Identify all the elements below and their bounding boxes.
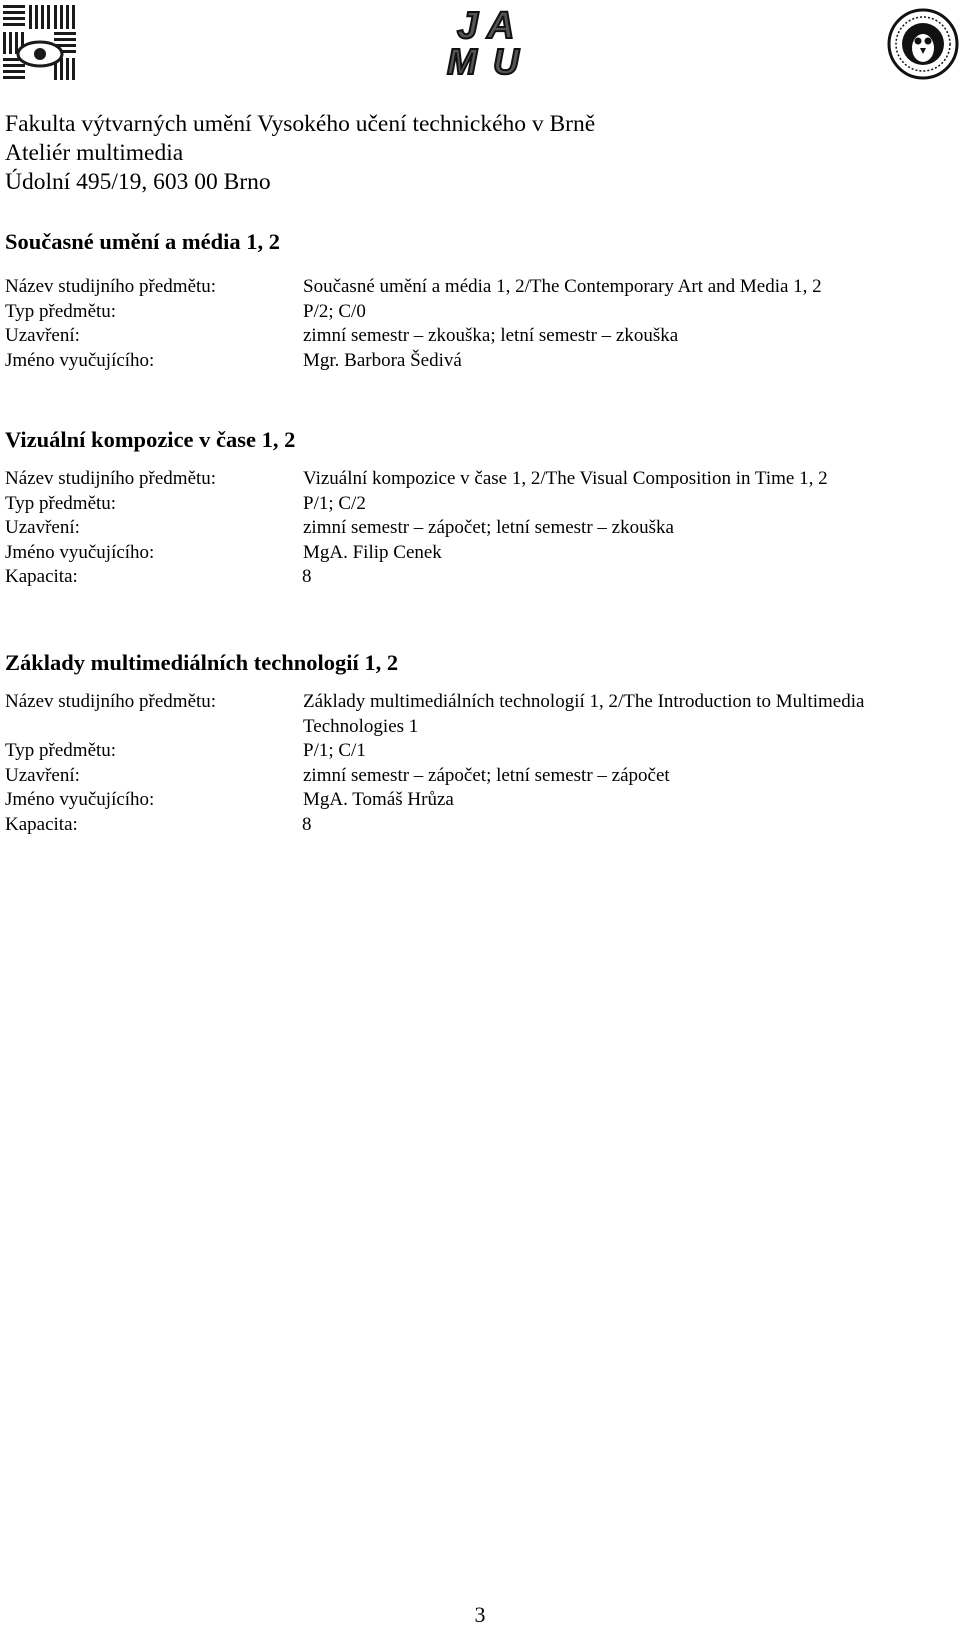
course-completion-row [5,324,679,349]
studio-name: Ateliér multimedia [5,140,184,166]
field-label: Jméno vyučujícího: [5,349,155,371]
field-value: zimní semestr – zápočet; letní semestr – zkouška [303,517,674,538]
jamu-letter-j: J [457,5,479,47]
field-value: MgA. Filip Cenek [303,541,442,563]
field-value: P/2; C/0 [303,300,366,322]
course-title: Současné umění a média 1, 2 [5,229,281,254]
field-label: Název studijního předmětu: [5,276,217,297]
field-value: 8 [302,813,312,835]
field-value: P/1; C/2 [303,492,366,514]
course-name-row [5,690,865,739]
faculty-name: Fakulta výtvarných umění Vysokého učení technického v Brně [5,111,596,137]
course-completion-row [5,516,674,541]
page-number: 3 [474,1602,486,1627]
course-title: Základy multimediálních technologií 1, 2 [5,650,399,675]
course-section [5,427,828,590]
course-type-row [5,300,366,325]
course-teacher-row [5,541,442,566]
field-label: Jméno vyučujícího: [5,541,155,563]
course-name-row [5,467,828,492]
jamu-letter-m: M [447,41,477,76]
course-name-row [5,275,822,300]
course-completion-row [5,764,670,789]
field-label: Název studijního předmětu: [5,691,217,712]
field-value: Základy multimediálních technologií 1, 2/The Introduction to Multimedia Technologies 1 [303,691,865,737]
field-value: MgA. Tomáš Hrůza [303,789,454,810]
course-teacher-row [5,788,454,813]
course-teacher-row [5,349,462,374]
course-capacity-row [5,813,398,838]
field-value: Mgr. Barbora Šedivá [303,349,462,371]
jamu-letter-u: U [493,41,519,76]
field-label: Typ předmětu: [5,740,117,761]
jamu-logo [443,4,533,76]
field-label: Uzavření: [5,517,80,538]
faculty-header [5,110,595,197]
university-seal-logo [887,8,959,80]
course-capacity-row [5,565,312,590]
field-value: zimní semestr – zápočet; letní semestr – zápočet [303,764,670,786]
faculty-address: Údolní 495/19, 603 00 Brno [5,169,271,195]
field-label: Uzavření: [5,325,80,346]
field-label: Jméno vyučujícího: [5,789,155,810]
field-value: 8 [302,566,312,587]
course-section [5,650,865,837]
course-type-row [5,492,366,517]
field-label: Kapacita: [5,566,78,587]
field-value: P/1; C/1 [303,740,366,761]
field-label: Název studijního předmětu: [5,468,217,489]
field-value: Současné umění a média 1, 2/The Contemporary Art and Media 1, 2 [303,276,822,297]
field-label: Typ předmětu: [5,300,117,322]
jamu-letter-a: A [487,5,515,47]
field-label: Uzavření: [5,764,80,786]
course-section [5,229,822,373]
field-label: Kapacita: [5,813,78,835]
field-value: Vizuální kompozice v čase 1, 2/The Visual Composition in Time 1, 2 [303,468,828,489]
vut-logo [2,4,79,81]
course-type-row [5,739,398,764]
field-value: zimní semestr – zkouška; letní semestr – zkouška [303,325,679,346]
course-title: Vizuální kompozice v čase 1, 2 [5,427,296,452]
field-label: Typ předmětu: [5,492,117,514]
